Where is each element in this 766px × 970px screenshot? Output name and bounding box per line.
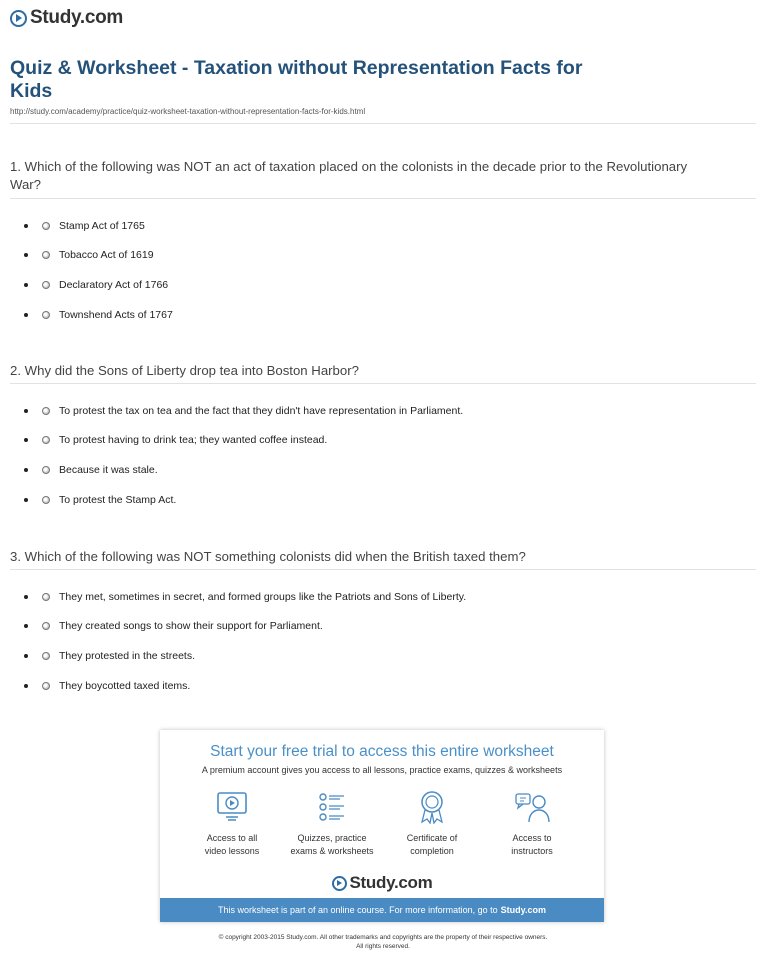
page-url[interactable]: http://study.com/academy/practice/quiz-worksheet-taxation-without-representation-facts-for-kids.html	[10, 107, 366, 116]
feature-label: Certificate of completion	[406, 833, 458, 856]
promo-subtitle: A premium account gives you access to all lessons, practice exams, quizzes & worksheets	[201, 765, 563, 775]
question-1: 1. Which of the following was NOT an act of taxation placed on the colonists in the decade prior to the Revolutionary War?	[10, 159, 688, 192]
divider	[10, 123, 756, 124]
page-title: Quiz & Worksheet - Taxation without Representation Facts for Kids	[10, 57, 583, 102]
divider	[10, 569, 756, 570]
copyright-footer: © copyright 2003-2015 Study.com. All other trademarks and copyrights are the property of their respective owners. All rights reserved.	[218, 934, 548, 950]
video-lesson-icon	[214, 790, 250, 824]
course-info-text: This worksheet is part of an online course. For more information, go to	[218, 905, 498, 915]
feature-certificate	[382, 790, 482, 858]
logo-text: Study.com	[349, 873, 433, 892]
logo-text: Study.com	[30, 7, 124, 28]
answer-option[interactable]: Stamp Act of 1765	[24, 211, 173, 241]
bullet-icon	[24, 684, 28, 688]
bullet-icon	[24, 253, 28, 257]
course-info-bar	[160, 898, 604, 922]
radio-button[interactable]	[42, 652, 50, 660]
answer-list-2	[24, 396, 463, 514]
answer-option[interactable]: They created songs to show their support for Parliament.	[24, 612, 466, 642]
feature-label: Access to instructors	[511, 833, 553, 856]
study-logo[interactable]	[10, 7, 123, 29]
answer-option[interactable]: To protest having to drink tea; they wanted coffee instead.	[24, 426, 463, 456]
feature-label: Access to all video lessons	[204, 833, 260, 856]
radio-button[interactable]	[42, 682, 50, 690]
bullet-icon	[24, 283, 28, 287]
answer-option[interactable]: They protested in the streets.	[24, 641, 466, 671]
feature-quizzes	[282, 790, 382, 858]
bullet-icon	[24, 498, 28, 502]
answer-option[interactable]: To protest the tax on tea and the fact that they didn't have representation in Parliament.	[24, 396, 463, 426]
feature-instructors	[482, 790, 582, 858]
promo-title[interactable]: Start your free trial to access this entire worksheet	[210, 743, 554, 760]
bullet-icon	[24, 313, 28, 317]
promo-study-logo[interactable]	[160, 873, 604, 893]
radio-button[interactable]	[42, 496, 50, 504]
bullet-icon	[24, 409, 28, 413]
divider	[10, 383, 756, 384]
divider	[10, 198, 756, 199]
free-trial-promo	[160, 730, 604, 922]
bullet-icon	[24, 624, 28, 628]
radio-button[interactable]	[42, 466, 50, 474]
answer-list-3	[24, 582, 466, 700]
bullet-icon	[24, 654, 28, 658]
radio-button[interactable]	[42, 436, 50, 444]
answer-option[interactable]: To protest the Stamp Act.	[24, 485, 463, 515]
answer-option[interactable]: Declaratory Act of 1766	[24, 270, 173, 300]
play-logo-icon	[10, 10, 27, 27]
bullet-icon	[24, 468, 28, 472]
answer-list-1	[24, 211, 173, 329]
radio-button[interactable]	[42, 251, 50, 259]
radio-button[interactable]	[42, 593, 50, 601]
quiz-list-icon	[314, 790, 350, 824]
radio-button[interactable]	[42, 622, 50, 630]
play-logo-icon	[332, 876, 347, 891]
certificate-icon	[414, 790, 450, 824]
feature-video-lessons	[182, 790, 282, 858]
bullet-icon	[24, 438, 28, 442]
answer-option[interactable]: Because it was stale.	[24, 455, 463, 485]
radio-button[interactable]	[42, 407, 50, 415]
feature-label: Quizzes, practice exams & worksheets	[290, 833, 374, 856]
radio-button[interactable]	[42, 281, 50, 289]
study-link[interactable]: Study.com	[500, 905, 546, 915]
answer-option[interactable]: They boycotted taxed items.	[24, 671, 466, 701]
instructor-icon	[514, 790, 550, 824]
answer-option[interactable]: Townshend Acts of 1767	[24, 300, 173, 330]
radio-button[interactable]	[42, 311, 50, 319]
radio-button[interactable]	[42, 222, 50, 230]
bullet-icon	[24, 595, 28, 599]
answer-option[interactable]: Tobacco Act of 1619	[24, 241, 173, 271]
question-3: 3. Which of the following was NOT something colonists did when the British taxed them?	[10, 549, 526, 564]
question-2: 2. Why did the Sons of Liberty drop tea into Boston Harbor?	[10, 363, 359, 378]
bullet-icon	[24, 224, 28, 228]
answer-option[interactable]: They met, sometimes in secret, and formed groups like the Patriots and Sons of Liberty.	[24, 582, 466, 612]
